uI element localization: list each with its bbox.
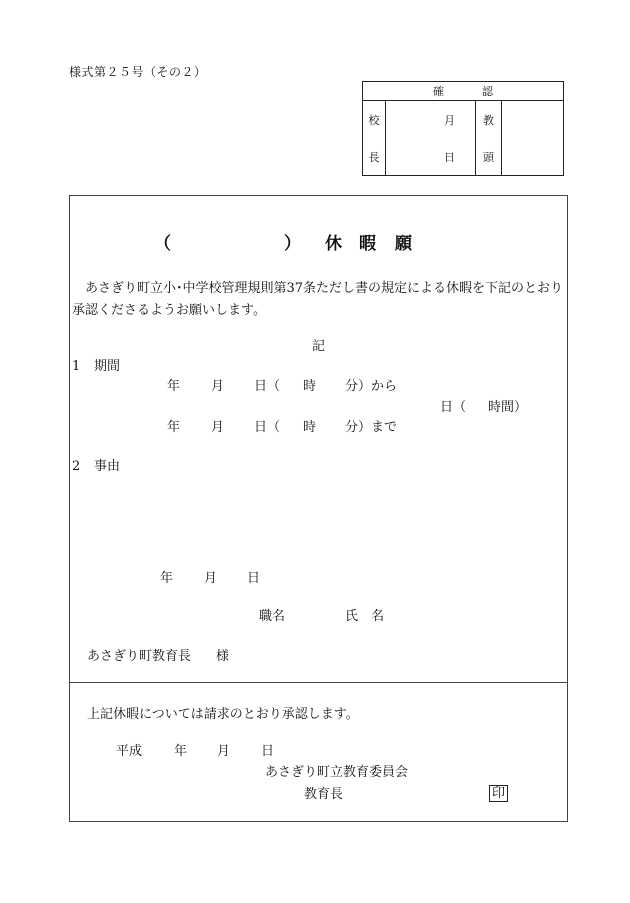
total-days: 日（ [440,400,467,415]
name-label-2: 名 [371,609,385,624]
position-label: 職名 [259,609,286,624]
addressee-honorific: 様 [216,649,230,664]
seal-mark: 印 [489,785,508,802]
application-date-year: 年 [160,571,174,586]
approval-day: 日 [261,744,275,759]
confirmation-month: 月 [444,113,455,127]
addressee: あさぎり町教育長 [87,649,192,664]
from-minute: 分）から [345,379,398,394]
name-label-1: 氏 [345,609,359,624]
application-body-text: あさぎり町立小･中学校管理規則第37条ただし書の規定による休暇を下記のとおり承認くださるようお願いします。 [72,281,564,318]
title-kyu: 休 [325,234,342,254]
reason-label: 事由 [94,459,121,474]
title-ka: 暇 [359,234,376,254]
confirmation-heading [363,82,564,101]
form-number: 様式第２５号（その２） [69,65,207,79]
head-teacher-label-top: 教 [483,113,494,127]
title-close-paren: ） [284,234,301,254]
approval-statement: 上記休暇については請求のとおり承認します。 [87,707,359,722]
to-month: 月 [211,420,225,435]
application-box [69,195,568,683]
confirmation-heading-left: 確 [433,85,444,98]
from-hour: 時 [303,379,317,394]
approval-year: 年 [174,744,188,759]
head-teacher-stamp-cell[interactable] [502,101,564,176]
to-day: 日（ [254,420,281,435]
to-year: 年 [167,420,181,435]
confirmation-heading-right: 認 [482,85,493,98]
application-date-month: 月 [204,571,218,586]
confirmation-table [362,81,564,176]
principal-label-bottom: 長 [368,150,380,164]
head-teacher-label-bottom: 頭 [483,150,494,164]
principal-label [363,101,386,176]
from-day: 日（ [254,379,281,394]
period-number: 1 [72,359,81,374]
reason-number: 2 [72,459,81,474]
approval-month: 月 [217,744,231,759]
ki-heading: 記 [312,339,326,354]
period-label: 期間 [94,359,121,374]
superintendent-label: 教育長 [304,787,344,802]
principal-label-top: 校 [368,113,380,127]
title-negai: 願 [395,234,412,254]
application-date-day: 日 [247,571,261,586]
confirmation-date-cell[interactable] [386,101,476,176]
total-hours: 時間） [488,400,528,415]
head-teacher-label [476,101,502,176]
from-month: 月 [211,379,225,394]
to-hour: 時 [303,420,317,435]
to-minute: 分）まで [345,420,398,435]
confirmation-day: 日 [444,150,455,164]
approval-era: 平成 [116,744,143,759]
board-of-education: あさぎり町立教育委員会 [265,765,409,780]
from-year: 年 [167,379,181,394]
title-open-paren: （ [154,234,171,254]
